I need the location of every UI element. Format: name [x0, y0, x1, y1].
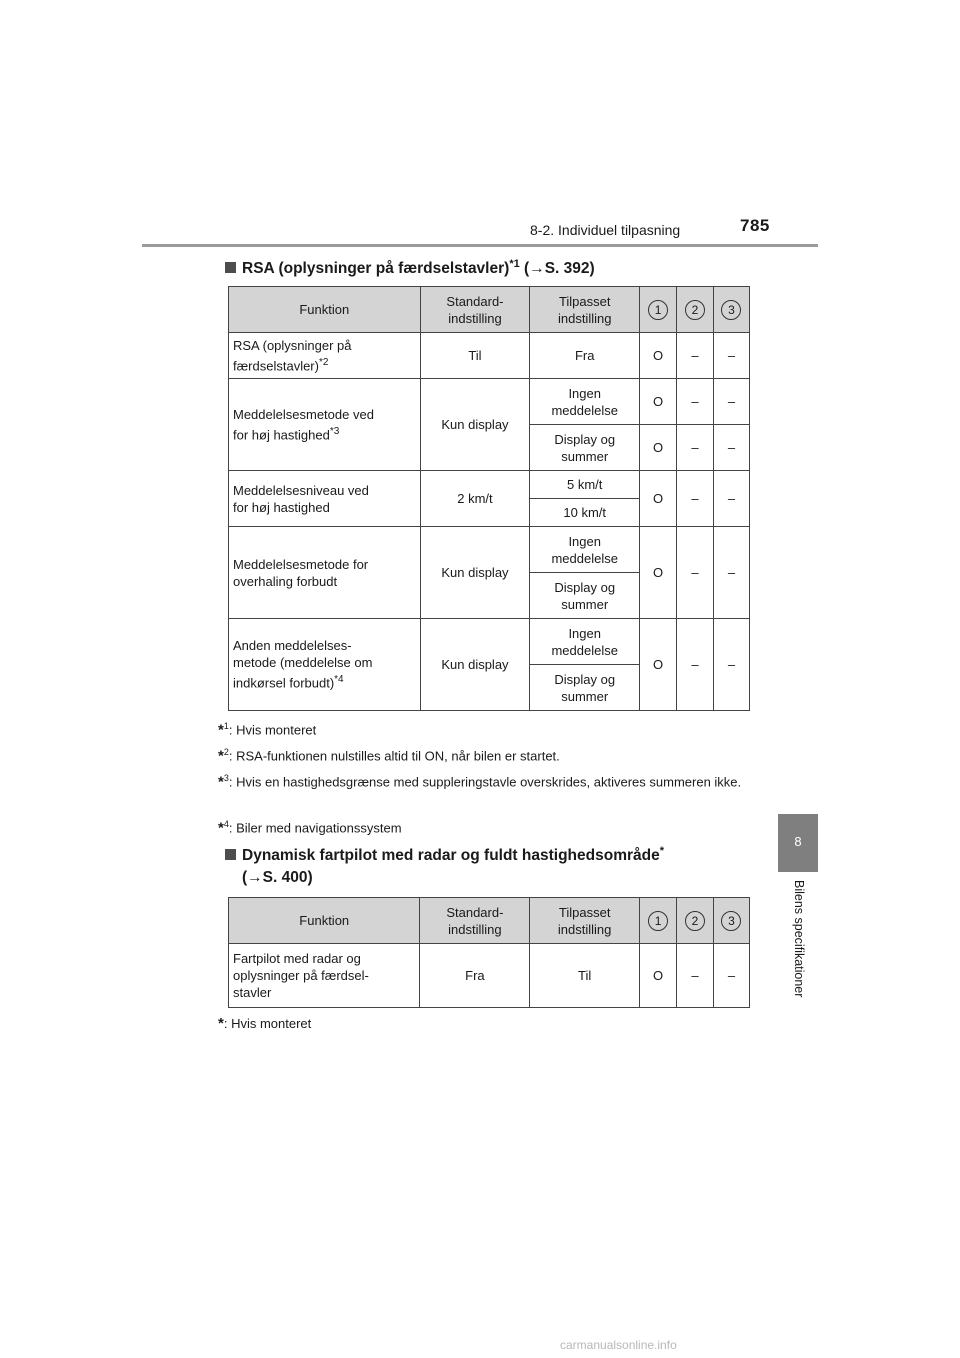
col1-cell: O: [640, 333, 677, 379]
chapter-label: [780, 880, 816, 1020]
custom-cell: Display og summer: [530, 425, 640, 471]
custom-cell: Display og summer: [530, 665, 640, 711]
watermark: carmanualsonline.info: [560, 1338, 677, 1352]
col3-cell: –: [713, 944, 749, 1008]
page-reference-link[interactable]: (→S. 392): [524, 260, 595, 278]
col3-cell: –: [713, 527, 749, 619]
settings-table-cruise: [228, 897, 750, 1008]
col-header-function: Funktion: [229, 898, 420, 944]
heading-footnote-ref: *: [659, 845, 664, 857]
chapter-number: 8: [794, 834, 802, 849]
col-header-standard: Standard- indstilling: [420, 287, 530, 333]
custom-cell: Fra: [530, 333, 640, 379]
custom-cell: 5 km/t: [530, 471, 640, 499]
col2-cell: –: [677, 619, 714, 711]
table-row: [229, 333, 750, 379]
custom-cell: Ingen meddelelse: [530, 619, 640, 665]
table-row: [229, 379, 750, 425]
page-header: [0, 0, 960, 250]
col2-cell: –: [677, 944, 714, 1008]
col2-cell: –: [677, 527, 714, 619]
standard-cell: Kun display: [420, 619, 530, 711]
col3-cell: –: [713, 333, 749, 379]
section-heading-cruise: [225, 840, 745, 889]
col-header-custom: Tilpasset indstilling: [530, 287, 640, 333]
col1-cell: O: [640, 619, 677, 711]
circle-1-icon: 1: [648, 911, 668, 931]
col-header-2: [677, 898, 714, 944]
col-header-custom: Tilpasset indstilling: [530, 898, 640, 944]
circle-2-icon: 2: [685, 300, 705, 320]
function-cell: Anden meddelelses- metode (meddelelse om indkørsel forbudt)$^{*4}$: [229, 619, 421, 711]
col2-cell: –: [677, 333, 714, 379]
circle-3-icon: 3: [721, 911, 741, 931]
page-reference-link[interactable]: (→S. 400): [242, 869, 313, 887]
table-header-row: [229, 287, 750, 333]
col3-cell: –: [713, 425, 749, 471]
col1-cell: O: [640, 944, 677, 1008]
col-header-function: Funktion: [229, 287, 421, 333]
standard-cell: 2 km/t: [420, 471, 530, 527]
heading-footnote-ref: *1: [509, 258, 520, 270]
circle-2-icon: 2: [685, 911, 705, 931]
col-header-1: [640, 898, 677, 944]
function-cell: Fartpilot med radar og oplysninger på færdsel- stavler: [229, 944, 420, 1008]
col1-cell: O: [640, 425, 677, 471]
table-row: [229, 471, 750, 499]
custom-cell: Display og summer: [530, 573, 640, 619]
footnote-1: *$^1$: Hvis monteret: [218, 721, 317, 739]
custom-cell: Til: [530, 944, 640, 1008]
footnote-section2: *: Hvis monteret: [218, 1015, 312, 1032]
table-row: [229, 944, 750, 1008]
col2-cell: –: [677, 471, 714, 527]
col-header-standard: Standard- indstilling: [420, 898, 530, 944]
col-header-1: [640, 287, 677, 333]
function-cell: Meddelelsesmetode for overhaling forbudt: [229, 527, 421, 619]
function-cell: Meddelelsesmetode ved for høj hastighed$^{*3}$: [229, 379, 421, 471]
heading-text: Dynamisk fartpilot med radar og fuldt hastighedsområde: [242, 847, 660, 865]
chapter-tab: [778, 814, 818, 872]
col2-cell: –: [677, 379, 714, 425]
col-header-2: [677, 287, 714, 333]
col3-cell: –: [713, 619, 749, 711]
section-heading-rsa: [225, 253, 595, 280]
table-row: [229, 527, 750, 573]
col-header-3: [713, 898, 749, 944]
square-bullet-icon: [225, 849, 236, 860]
header-divider: [142, 244, 818, 247]
col2-cell: –: [677, 425, 714, 471]
page-number: 785: [740, 216, 770, 235]
standard-cell: Til: [420, 333, 530, 379]
custom-cell: Ingen meddelelse: [530, 379, 640, 425]
footnote-3: *$^3$: Hvis en hastighedsgrænse med suppleringstavle overskrides, aktiveres summeren ikke.: [218, 773, 742, 791]
function-cell: Meddelelsesniveau ved for høj hastighed: [229, 471, 421, 527]
col3-cell: –: [713, 471, 749, 527]
settings-table-rsa: [228, 286, 750, 711]
chapter-label-text: Bilens specifikationer: [792, 880, 806, 998]
section-title: 8-2. Individuel tilpasning: [530, 222, 681, 238]
footnote-4: *$^4$: Biler med navigationssystem: [218, 819, 402, 837]
table-row: [229, 619, 750, 665]
standard-cell: Kun display: [420, 379, 530, 471]
custom-cell: Ingen meddelelse: [530, 527, 640, 573]
col1-cell: O: [640, 527, 677, 619]
col1-cell: O: [640, 471, 677, 527]
col3-cell: –: [713, 379, 749, 425]
circle-3-icon: 3: [721, 300, 741, 320]
function-cell: RSA (oplysninger på færdselstavler)$^{*2}$: [229, 333, 421, 379]
custom-cell: 10 km/t: [530, 499, 640, 527]
standard-cell: Kun display: [420, 527, 530, 619]
col1-cell: O: [640, 379, 677, 425]
standard-cell: Fra: [420, 944, 530, 1008]
table-header-row: [229, 898, 750, 944]
circle-1-icon: 1: [648, 300, 668, 320]
square-bullet-icon: [225, 262, 236, 273]
col-header-3: [713, 287, 749, 333]
footnote-2: *$^2$: RSA-funktionen nulstilles altid til ON, når bilen er startet.: [218, 747, 560, 765]
heading-text: RSA (oplysninger på færdselstavler): [242, 260, 510, 278]
